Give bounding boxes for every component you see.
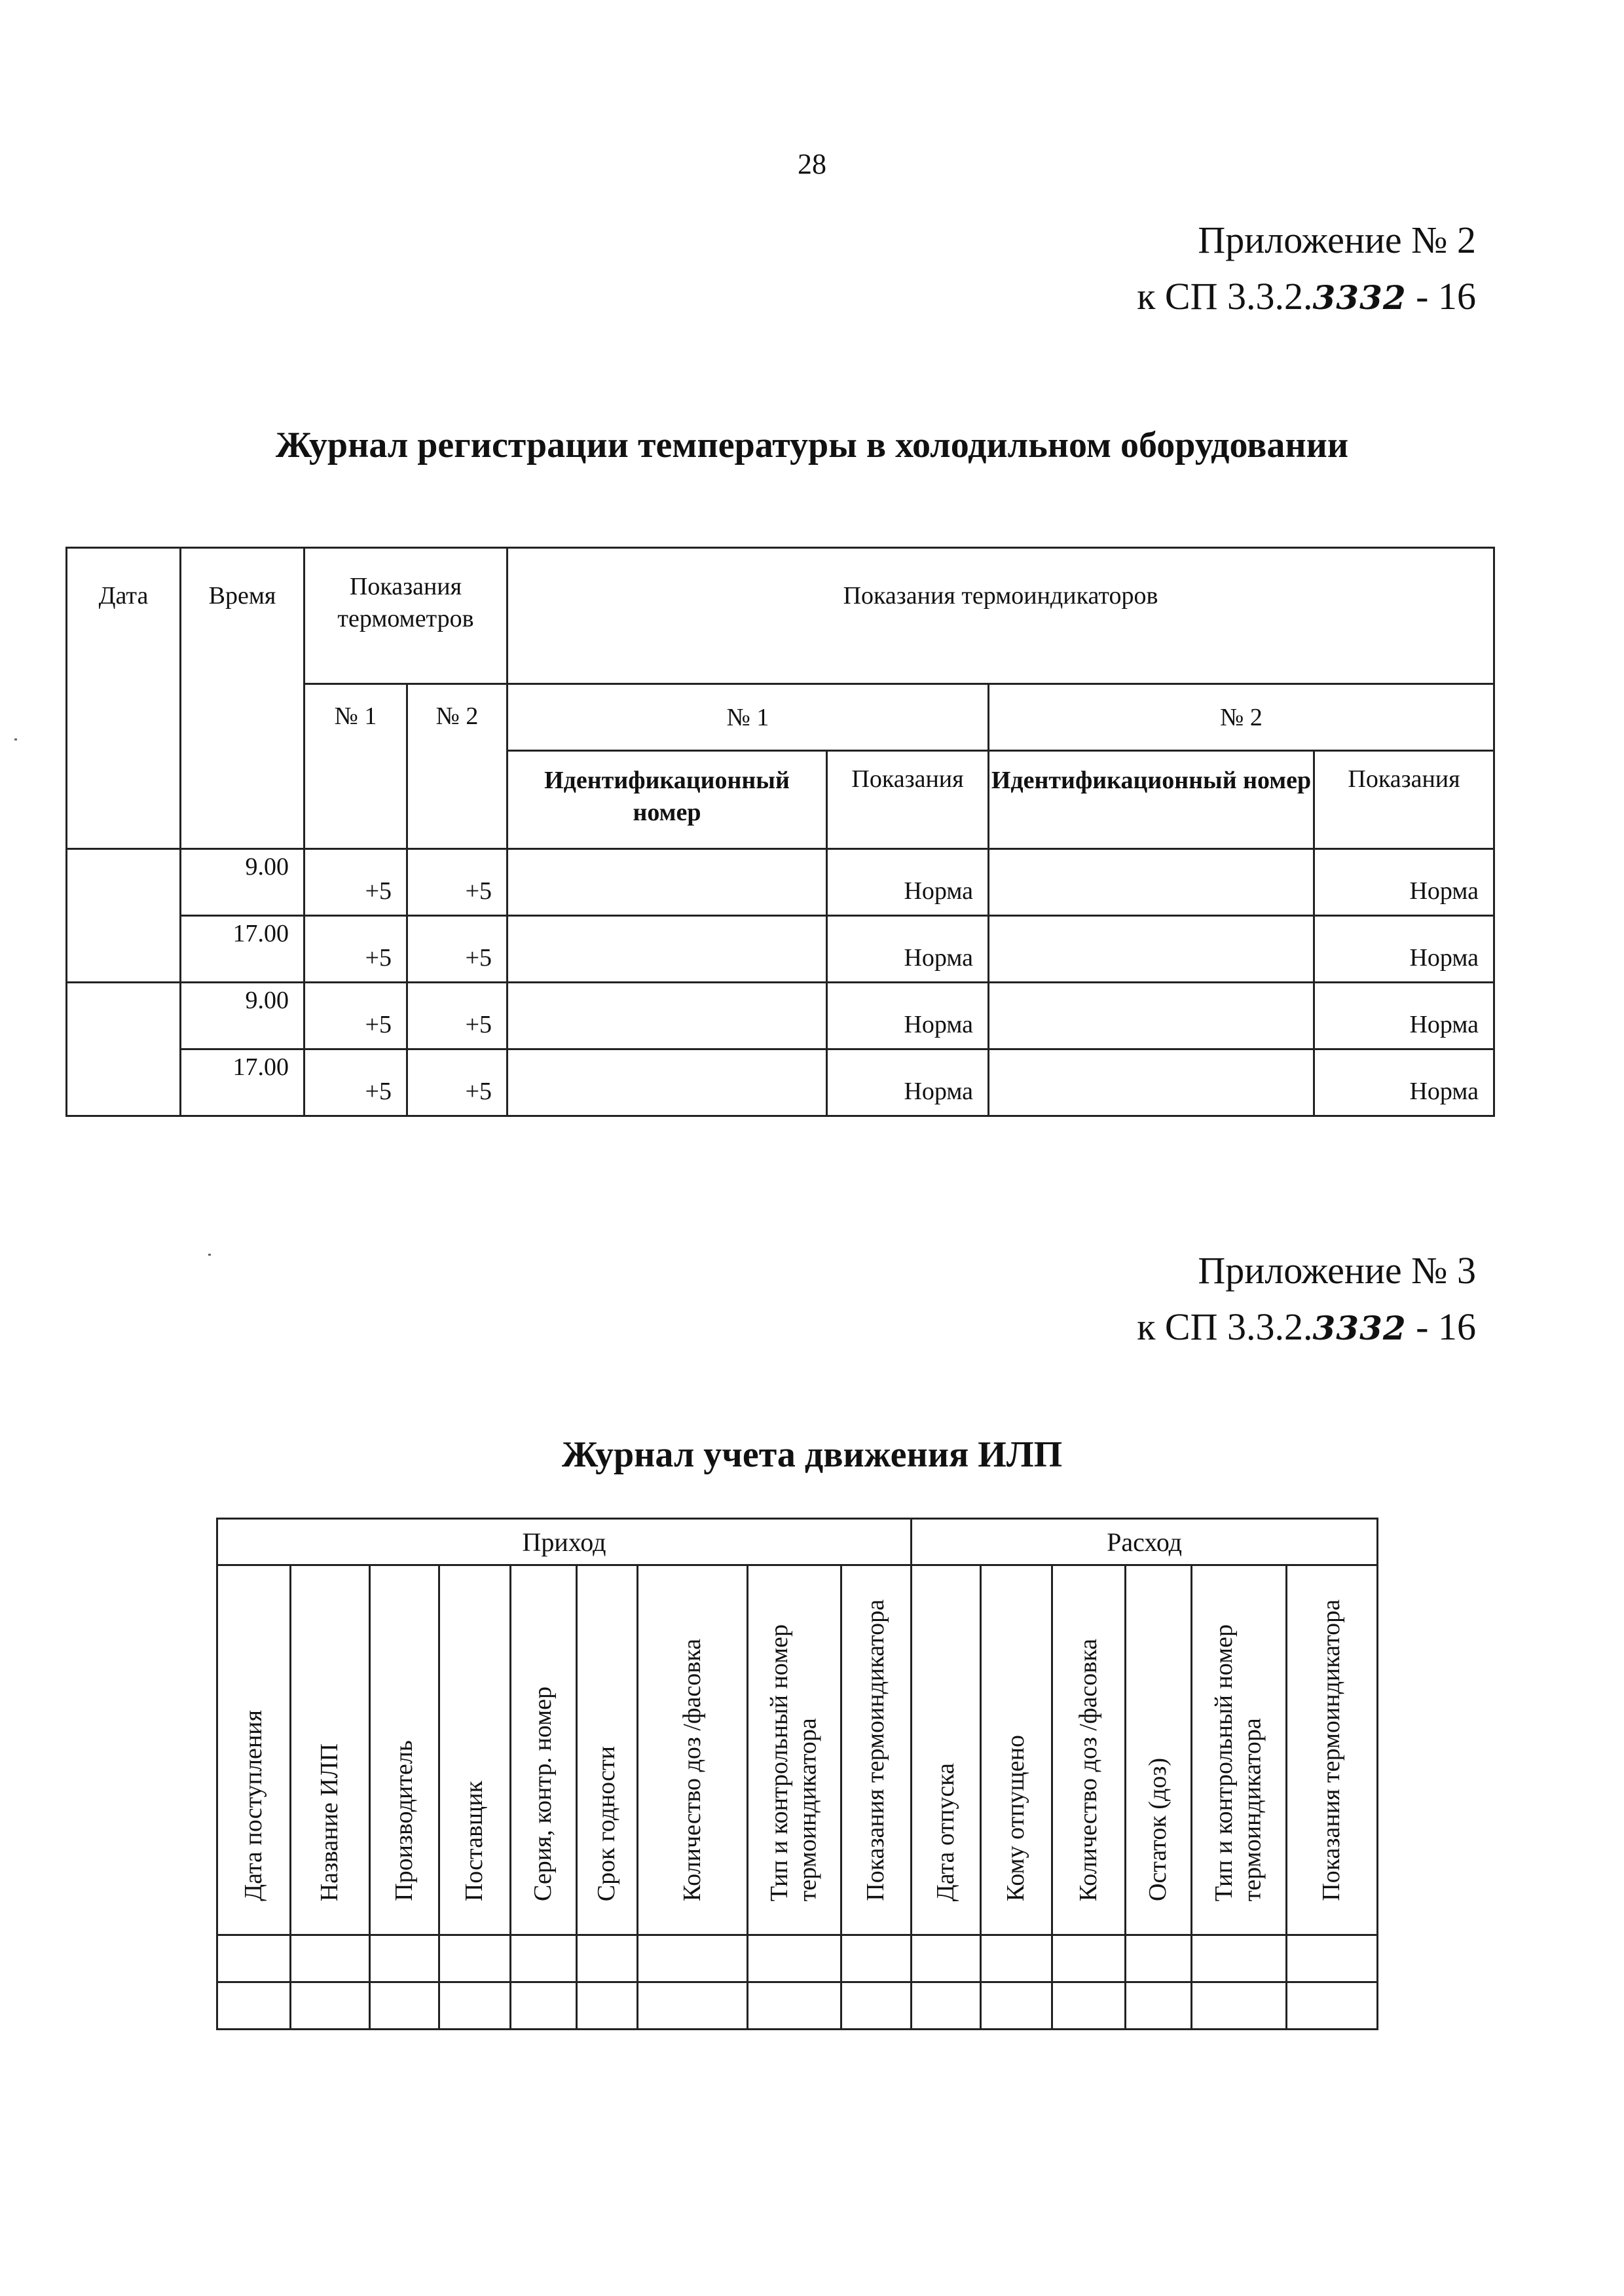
thermometer-1-cell: +5 bbox=[304, 916, 407, 983]
indicator-2-id-cell bbox=[989, 916, 1314, 983]
date-cell bbox=[67, 983, 181, 1116]
column-header: Показания термоиндикатора bbox=[841, 1565, 912, 1935]
thermometer-2-cell: +5 bbox=[407, 916, 507, 983]
indicator-1-id-cell bbox=[507, 983, 827, 1049]
time-cell: 17.00 bbox=[181, 1049, 304, 1116]
indicator-2-id-cell bbox=[989, 849, 1314, 916]
ilp-movement-table bbox=[216, 1518, 1378, 2030]
column-header: Остаток (доз) bbox=[1126, 1565, 1192, 1935]
column-header: Показания термоиндикатора bbox=[1287, 1565, 1378, 1935]
indicator-2-id-cell bbox=[989, 1049, 1314, 1116]
column-header: Тип и контрольный номер термоиндикатора bbox=[1192, 1565, 1287, 1935]
column-header: Срок годности bbox=[577, 1565, 638, 1935]
time-cell: 17.00 bbox=[181, 916, 304, 983]
indicator-1-reading-cell: Норма bbox=[827, 983, 989, 1049]
appendix-2-header bbox=[1137, 221, 1476, 316]
temperature-log-table bbox=[65, 547, 1495, 1117]
column-header: Поставщик bbox=[439, 1565, 511, 1935]
header-id-number-2: Идентификационный номер bbox=[989, 751, 1314, 849]
temperature-log-title: Журнал регистрации температуры в холодильном оборудовании bbox=[275, 425, 1349, 465]
time-cell: 9.00 bbox=[181, 983, 304, 1049]
indicator-2-reading-cell: Норма bbox=[1314, 849, 1494, 916]
table-row bbox=[67, 849, 1494, 916]
indicator-1-reading-cell: Норма bbox=[827, 1049, 989, 1116]
group-expense: Расход bbox=[912, 1519, 1378, 1565]
appendix-3-label: Приложение № 3 bbox=[1198, 1249, 1476, 1292]
appendix-2-ref-suffix: - 16 bbox=[1406, 275, 1476, 318]
header-indicators: Показания термоиндикаторов bbox=[507, 548, 1494, 684]
header-thermometer-2: № 2 bbox=[407, 684, 507, 849]
thermometer-1-cell: +5 bbox=[304, 1049, 407, 1116]
appendix-3-header bbox=[1137, 1249, 1476, 1348]
thermometer-1-cell: +5 bbox=[304, 849, 407, 916]
table-row bbox=[217, 1935, 1378, 1982]
indicator-1-id-cell bbox=[507, 849, 827, 916]
header-thermometers: Показания термометров bbox=[304, 548, 507, 684]
column-header: Дата отпуска bbox=[912, 1565, 981, 1935]
thermometer-2-cell: +5 bbox=[407, 1049, 507, 1116]
column-header: Кому отпущено bbox=[981, 1565, 1052, 1935]
indicator-1-reading-cell: Норма bbox=[827, 916, 989, 983]
scan-mark bbox=[14, 738, 17, 740]
thermometer-2-cell: +5 bbox=[407, 983, 507, 1049]
indicator-1-reading-cell: Норма bbox=[827, 849, 989, 916]
column-header: Количество доз /фасовка bbox=[638, 1565, 748, 1935]
indicator-2-reading-cell: Норма bbox=[1314, 1049, 1494, 1116]
header-id-number-1: Идентификационный номер bbox=[507, 751, 827, 849]
indicator-1-id-cell bbox=[507, 1049, 827, 1116]
page-number: 28 bbox=[798, 148, 826, 180]
time-cell: 9.00 bbox=[181, 849, 304, 916]
header-date: Дата bbox=[67, 548, 181, 849]
column-header: Производитель bbox=[370, 1565, 439, 1935]
thermometer-1-cell: +5 bbox=[304, 983, 407, 1049]
column-header: Серия, контр. номер bbox=[511, 1565, 577, 1935]
header-indicator-1: № 1 bbox=[507, 684, 989, 751]
appendix-2-label: Приложение № 2 bbox=[1198, 219, 1476, 261]
table-row bbox=[67, 916, 1494, 983]
indicator-2-reading-cell: Норма bbox=[1314, 916, 1494, 983]
indicator-2-id-cell bbox=[989, 983, 1314, 1049]
thermometer-2-cell: +5 bbox=[407, 849, 507, 916]
appendix-3-reference bbox=[1137, 1305, 1476, 1348]
group-income: Приход bbox=[217, 1519, 912, 1565]
column-header: Дата поступления bbox=[217, 1565, 291, 1935]
header-readings-1: Показания bbox=[827, 751, 989, 849]
header-indicator-2: № 2 bbox=[989, 684, 1494, 751]
indicator-2-reading-cell: Норма bbox=[1314, 983, 1494, 1049]
appendix-2-handwritten-number: 3332 bbox=[1312, 278, 1407, 317]
appendix-3-ref-suffix: - 16 bbox=[1406, 1305, 1476, 1348]
table-row bbox=[67, 983, 1494, 1049]
header-thermometer-1: № 1 bbox=[304, 684, 407, 849]
table-row bbox=[217, 1982, 1378, 2030]
column-header: Тип и контрольный номер термоиндикатора bbox=[748, 1565, 841, 1935]
appendix-3-handwritten-number: 3332 bbox=[1312, 1309, 1407, 1347]
scan-mark bbox=[208, 1254, 211, 1256]
column-header: Количество доз /фасовка bbox=[1052, 1565, 1126, 1935]
appendix-3-ref-prefix: к СП 3.3.2. bbox=[1137, 1305, 1313, 1348]
ilp-movement-log-title: Журнал учета движения ИЛП bbox=[561, 1434, 1063, 1475]
header-time: Время bbox=[181, 548, 304, 849]
indicator-1-id-cell bbox=[507, 916, 827, 983]
header-readings-2: Показания bbox=[1314, 751, 1494, 849]
appendix-2-reference bbox=[1137, 275, 1476, 318]
date-cell bbox=[67, 849, 181, 983]
appendix-2-ref-prefix: к СП 3.3.2. bbox=[1137, 275, 1313, 318]
table-row bbox=[67, 1049, 1494, 1116]
column-header: Название ИЛП bbox=[291, 1565, 370, 1935]
